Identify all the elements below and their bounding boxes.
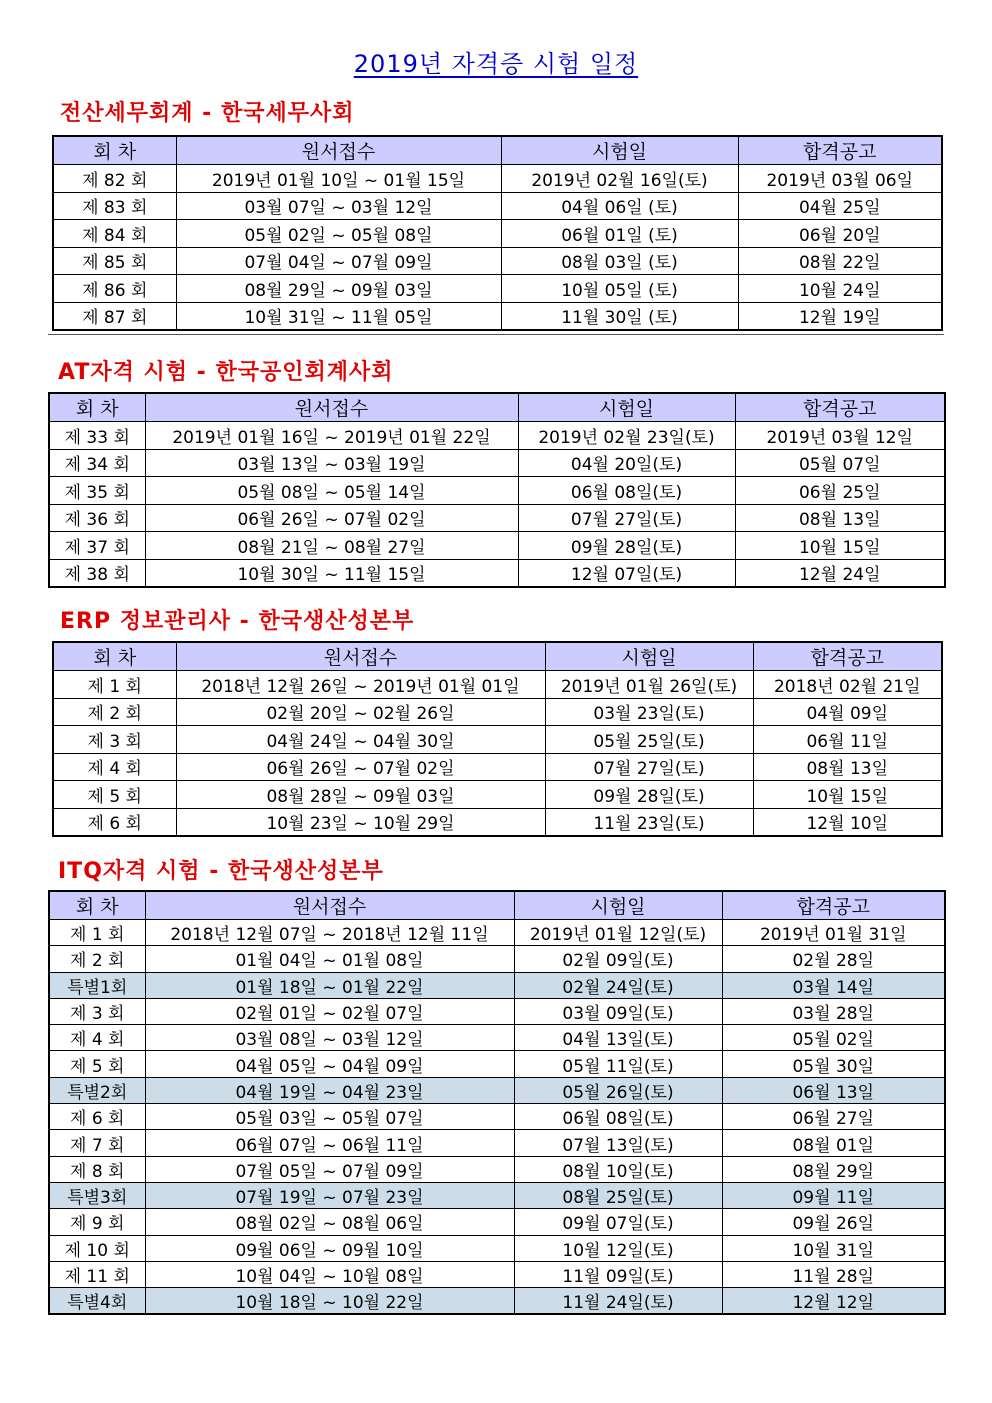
cell-round: 제 34 회 <box>49 449 145 477</box>
table-row <box>49 1182 945 1208</box>
cell-exam-date: 09월 28일(토) <box>545 781 753 809</box>
table-row <box>49 972 945 998</box>
cell-round: 특별2회 <box>49 1077 145 1103</box>
cell-application-period: 2019년 01월 16일 ~ 2019년 01월 22일 <box>145 422 518 450</box>
cell-round: 제 1 회 <box>49 920 145 946</box>
cell-exam-date: 07월 27일(토) <box>518 504 735 532</box>
table-row <box>53 220 942 248</box>
cell-round: 제 83 회 <box>53 192 176 220</box>
cell-result-announcement: 05월 02일 <box>722 1025 945 1051</box>
cell-round: 제 4 회 <box>53 753 176 781</box>
cell-round: 제 7 회 <box>49 1130 145 1156</box>
cell-exam-date: 11월 23일(토) <box>545 808 753 836</box>
cell-exam-date: 2019년 02월 23일(토) <box>518 422 735 450</box>
cell-application-period: 05월 03일 ~ 05월 07일 <box>145 1104 514 1130</box>
cell-round: 제 3 회 <box>49 998 145 1024</box>
cell-result-announcement: 08월 13일 <box>735 504 945 532</box>
cell-exam-date: 05월 26일(토) <box>514 1077 722 1103</box>
cell-result-announcement: 05월 07일 <box>735 449 945 477</box>
table-row <box>53 808 942 836</box>
table-header-row <box>53 642 942 671</box>
cell-round: 제 2 회 <box>49 946 145 972</box>
cell-round: 제 37 회 <box>49 532 145 560</box>
cell-round: 제 2 회 <box>53 698 176 726</box>
table-row <box>53 302 942 330</box>
column-header-round: 회 차 <box>49 891 145 920</box>
section-title-itq: ITQ자격 시험 - 한국생산성본부 <box>58 859 384 884</box>
column-header-application-period: 원서접수 <box>145 891 514 920</box>
cell-application-period: 08월 29일 ~ 09월 03일 <box>176 275 501 303</box>
table-row <box>49 422 945 450</box>
cell-application-period: 04월 24일 ~ 04월 30일 <box>176 726 545 754</box>
cell-result-announcement: 2019년 01월 31일 <box>722 920 945 946</box>
cell-round: 제 9 회 <box>49 1209 145 1235</box>
cell-round: 제 10 회 <box>49 1235 145 1261</box>
cell-application-period: 05월 08일 ~ 05월 14일 <box>145 477 518 505</box>
cell-result-announcement: 05월 30일 <box>722 1051 945 1077</box>
table-row <box>49 1235 945 1261</box>
cell-exam-date: 10월 05일 (토) <box>501 275 738 303</box>
section-title-tax-accounting: 전산세무회계 - 한국세무사회 <box>60 101 355 126</box>
column-header-exam-date: 시험일 <box>501 136 738 165</box>
column-header-result-announcement: 합격공고 <box>738 136 942 165</box>
cell-result-announcement: 06월 11일 <box>753 726 942 754</box>
cell-result-announcement: 12월 24일 <box>735 559 945 587</box>
cell-application-period: 10월 18일 ~ 10월 22일 <box>145 1288 514 1315</box>
cell-round: 제 8 회 <box>49 1156 145 1182</box>
cell-application-period: 06월 26일 ~ 07월 02일 <box>176 753 545 781</box>
schedule-table-at-certification <box>48 392 946 588</box>
cell-round: 제 5 회 <box>49 1051 145 1077</box>
cell-application-period: 01월 18일 ~ 01월 22일 <box>145 972 514 998</box>
cell-round: 특별4회 <box>49 1288 145 1315</box>
table-row <box>49 449 945 477</box>
cell-round: 특별3회 <box>49 1182 145 1208</box>
cell-result-announcement: 04월 09일 <box>753 698 942 726</box>
cell-application-period: 04월 19일 ~ 04월 23일 <box>145 1077 514 1103</box>
table-row <box>53 165 942 193</box>
page-title: 2019년 자격증 시험 일정 <box>353 50 639 78</box>
section-divider <box>48 334 944 335</box>
cell-exam-date: 11월 24일(토) <box>514 1288 722 1315</box>
table-row <box>53 275 942 303</box>
schedule-table-tax-accounting <box>52 135 943 331</box>
schedule-table-itq <box>48 890 946 1315</box>
table-row <box>49 559 945 587</box>
cell-result-announcement: 11월 28일 <box>722 1261 945 1287</box>
table-row <box>49 477 945 505</box>
cell-application-period: 08월 21일 ~ 08월 27일 <box>145 532 518 560</box>
cell-round: 특별1회 <box>49 972 145 998</box>
cell-result-announcement: 06월 25일 <box>735 477 945 505</box>
table-row <box>49 504 945 532</box>
table-row <box>53 192 942 220</box>
column-header-result-announcement: 합격공고 <box>722 891 945 920</box>
cell-application-period: 10월 30일 ~ 11월 15일 <box>145 559 518 587</box>
cell-result-announcement: 09월 26일 <box>722 1209 945 1235</box>
cell-exam-date: 04월 20일(토) <box>518 449 735 477</box>
cell-exam-date: 09월 07일(토) <box>514 1209 722 1235</box>
table-row <box>53 726 942 754</box>
cell-result-announcement: 06월 27일 <box>722 1104 945 1130</box>
cell-exam-date: 04월 13일(토) <box>514 1025 722 1051</box>
column-header-round: 회 차 <box>53 642 176 671</box>
cell-application-period: 2019년 01월 10일 ~ 01월 15일 <box>176 165 501 193</box>
table-row <box>53 753 942 781</box>
cell-exam-date: 07월 27일(토) <box>545 753 753 781</box>
cell-result-announcement: 06월 20일 <box>738 220 942 248</box>
cell-exam-date: 06월 01일 (토) <box>501 220 738 248</box>
cell-result-announcement: 06월 13일 <box>722 1077 945 1103</box>
table-row <box>49 920 945 946</box>
column-header-result-announcement: 합격공고 <box>735 393 945 422</box>
cell-application-period: 04월 05일 ~ 04월 09일 <box>145 1051 514 1077</box>
cell-exam-date: 09월 28일(토) <box>518 532 735 560</box>
cell-application-period: 10월 04일 ~ 10월 08일 <box>145 1261 514 1287</box>
column-header-result-announcement: 합격공고 <box>753 642 942 671</box>
table-row <box>49 1025 945 1051</box>
table-row <box>49 532 945 560</box>
column-header-application-period: 원서접수 <box>176 136 501 165</box>
cell-round: 제 86 회 <box>53 275 176 303</box>
cell-result-announcement: 02월 28일 <box>722 946 945 972</box>
section-title-erp: ERP 정보관리사 - 한국생산성본부 <box>60 609 415 634</box>
column-header-round: 회 차 <box>53 136 176 165</box>
cell-round: 제 35 회 <box>49 477 145 505</box>
cell-round: 제 85 회 <box>53 247 176 275</box>
cell-application-period: 03월 08일 ~ 03월 12일 <box>145 1025 514 1051</box>
cell-application-period: 01월 04일 ~ 01월 08일 <box>145 946 514 972</box>
table-row <box>49 1051 945 1077</box>
cell-result-announcement: 09월 11일 <box>722 1182 945 1208</box>
cell-round: 제 1 회 <box>53 671 176 699</box>
table-row <box>53 247 942 275</box>
cell-round: 제 84 회 <box>53 220 176 248</box>
cell-application-period: 08월 02일 ~ 08월 06일 <box>145 1209 514 1235</box>
cell-round: 제 33 회 <box>49 422 145 450</box>
table-row <box>49 1288 945 1315</box>
cell-application-period: 10월 31일 ~ 11월 05일 <box>176 302 501 330</box>
cell-exam-date: 11월 30일 (토) <box>501 302 738 330</box>
cell-round: 제 4 회 <box>49 1025 145 1051</box>
table-header-row <box>49 393 945 422</box>
cell-exam-date: 2019년 01월 26일(토) <box>545 671 753 699</box>
cell-application-period: 06월 07일 ~ 06월 11일 <box>145 1130 514 1156</box>
cell-exam-date: 08월 25일(토) <box>514 1182 722 1208</box>
cell-round: 제 6 회 <box>53 808 176 836</box>
cell-round: 제 82 회 <box>53 165 176 193</box>
cell-result-announcement: 2019년 03월 06일 <box>738 165 942 193</box>
cell-application-period: 07월 04일 ~ 07월 09일 <box>176 247 501 275</box>
cell-result-announcement: 08월 29일 <box>722 1156 945 1182</box>
cell-application-period: 08월 28일 ~ 09월 03일 <box>176 781 545 809</box>
table-row <box>49 946 945 972</box>
cell-round: 제 5 회 <box>53 781 176 809</box>
cell-application-period: 02월 01일 ~ 02월 07일 <box>145 998 514 1024</box>
table-row <box>49 1261 945 1287</box>
cell-exam-date: 11월 09일(토) <box>514 1261 722 1287</box>
table-row <box>53 698 942 726</box>
schedule-table-erp <box>52 641 943 837</box>
cell-result-announcement: 08월 22일 <box>738 247 942 275</box>
cell-result-announcement: 12월 19일 <box>738 302 942 330</box>
cell-exam-date: 05월 11일(토) <box>514 1051 722 1077</box>
table-row <box>49 1130 945 1156</box>
table-header-row <box>53 136 942 165</box>
cell-exam-date: 06월 08일(토) <box>514 1104 722 1130</box>
cell-exam-date: 08월 03일 (토) <box>501 247 738 275</box>
cell-exam-date: 12월 07일(토) <box>518 559 735 587</box>
cell-exam-date: 07월 13일(토) <box>514 1130 722 1156</box>
table-row <box>49 1209 945 1235</box>
cell-result-announcement: 12월 10일 <box>753 808 942 836</box>
cell-result-announcement: 10월 31일 <box>722 1235 945 1261</box>
column-header-exam-date: 시험일 <box>514 891 722 920</box>
table-row <box>49 1077 945 1103</box>
cell-result-announcement: 10월 15일 <box>753 781 942 809</box>
cell-application-period: 10월 23일 ~ 10월 29일 <box>176 808 545 836</box>
cell-result-announcement: 12월 12일 <box>722 1288 945 1315</box>
column-header-exam-date: 시험일 <box>545 642 753 671</box>
cell-round: 제 11 회 <box>49 1261 145 1287</box>
cell-application-period: 2018년 12월 07일 ~ 2018년 12월 11일 <box>145 920 514 946</box>
cell-exam-date: 10월 12일(토) <box>514 1235 722 1261</box>
cell-exam-date: 06월 08일(토) <box>518 477 735 505</box>
cell-result-announcement: 10월 24일 <box>738 275 942 303</box>
cell-result-announcement: 08월 01일 <box>722 1130 945 1156</box>
column-header-exam-date: 시험일 <box>518 393 735 422</box>
cell-application-period: 03월 13일 ~ 03월 19일 <box>145 449 518 477</box>
cell-application-period: 09월 06일 ~ 09월 10일 <box>145 1235 514 1261</box>
cell-exam-date: 08월 10일(토) <box>514 1156 722 1182</box>
cell-application-period: 05월 02일 ~ 05월 08일 <box>176 220 501 248</box>
cell-result-announcement: 2019년 03월 12일 <box>735 422 945 450</box>
column-header-round: 회 차 <box>49 393 145 422</box>
column-header-application-period: 원서접수 <box>145 393 518 422</box>
table-row <box>49 1156 945 1182</box>
cell-exam-date: 04월 06일 (토) <box>501 192 738 220</box>
cell-round: 제 87 회 <box>53 302 176 330</box>
table-row <box>53 671 942 699</box>
cell-application-period: 03월 07일 ~ 03월 12일 <box>176 192 501 220</box>
table-row <box>49 998 945 1024</box>
table-row <box>53 781 942 809</box>
cell-exam-date: 02월 24일(토) <box>514 972 722 998</box>
cell-exam-date: 03월 09일(토) <box>514 998 722 1024</box>
cell-result-announcement: 03월 28일 <box>722 998 945 1024</box>
cell-result-announcement: 03월 14일 <box>722 972 945 998</box>
column-header-application-period: 원서접수 <box>176 642 545 671</box>
cell-exam-date: 2019년 01월 12일(토) <box>514 920 722 946</box>
cell-result-announcement: 2018년 02월 21일 <box>753 671 942 699</box>
cell-round: 제 6 회 <box>49 1104 145 1130</box>
cell-application-period: 07월 05일 ~ 07월 09일 <box>145 1156 514 1182</box>
cell-application-period: 02월 20일 ~ 02월 26일 <box>176 698 545 726</box>
cell-round: 제 36 회 <box>49 504 145 532</box>
cell-round: 제 3 회 <box>53 726 176 754</box>
cell-exam-date: 05월 25일(토) <box>545 726 753 754</box>
cell-exam-date: 03월 23일(토) <box>545 698 753 726</box>
cell-application-period: 2018년 12월 26일 ~ 2019년 01월 01일 <box>176 671 545 699</box>
table-header-row <box>49 891 945 920</box>
cell-result-announcement: 04월 25일 <box>738 192 942 220</box>
cell-exam-date: 2019년 02월 16일(토) <box>501 165 738 193</box>
table-row <box>49 1104 945 1130</box>
cell-application-period: 06월 26일 ~ 07월 02일 <box>145 504 518 532</box>
cell-exam-date: 02월 09일(토) <box>514 946 722 972</box>
section-title-at-certification: AT자격 시험 - 한국공인회계사회 <box>58 360 394 385</box>
cell-round: 제 38 회 <box>49 559 145 587</box>
cell-result-announcement: 10월 15일 <box>735 532 945 560</box>
cell-result-announcement: 08월 13일 <box>753 753 942 781</box>
cell-application-period: 07월 19일 ~ 07월 23일 <box>145 1182 514 1208</box>
